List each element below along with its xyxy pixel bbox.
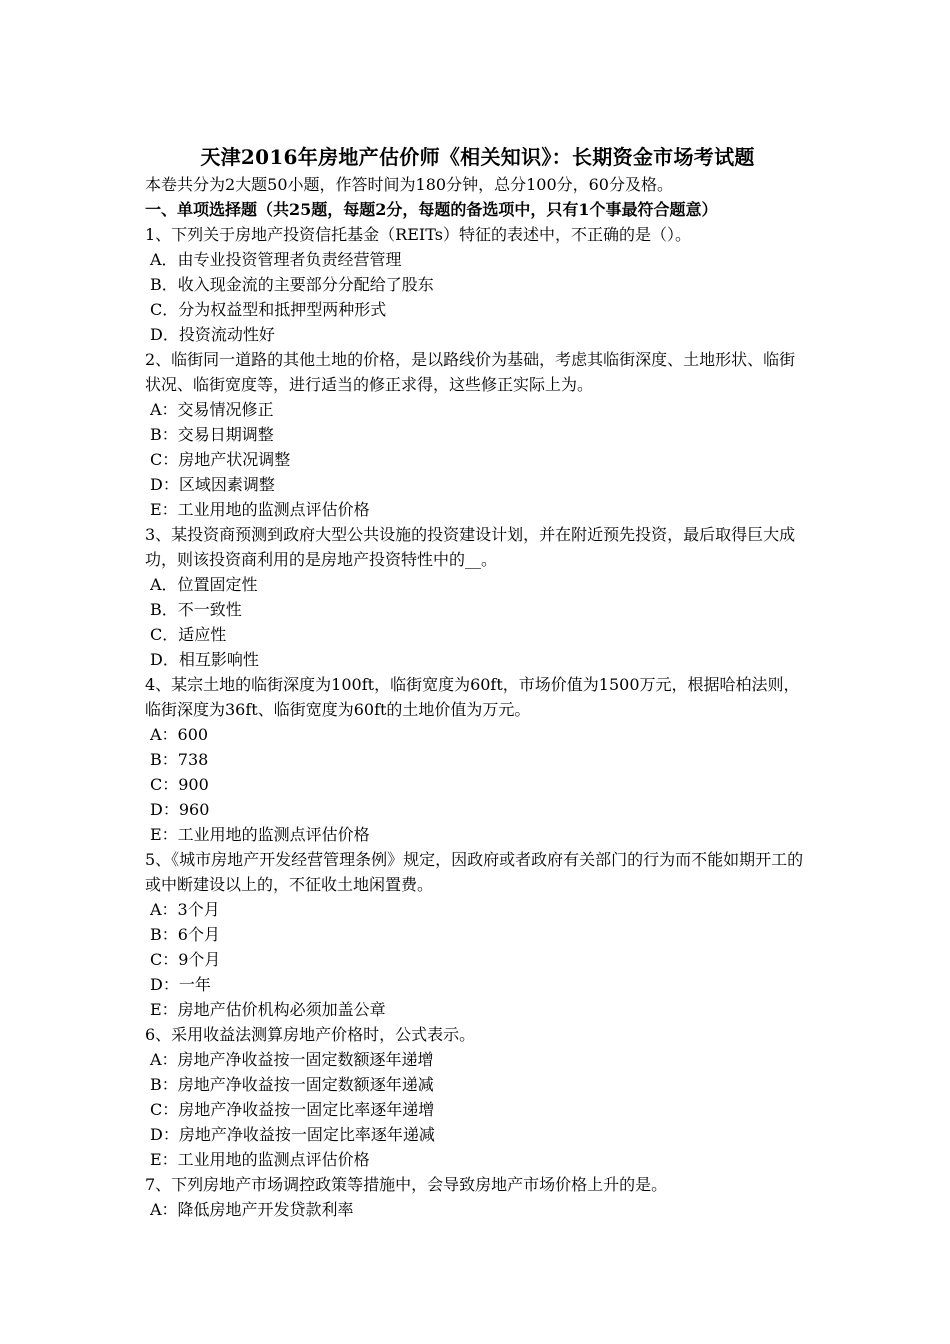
option-b: B：6个月: [150, 925, 220, 944]
option-d: D：房地产净收益按一固定比率逐年递减: [150, 1125, 435, 1144]
option-a: A：房地产净收益按一固定数额逐年递增: [150, 1050, 434, 1069]
question-4: [145, 672, 810, 847]
option-e: E：房地产估价机构必须加盖公章: [150, 1000, 386, 1019]
option-d: D．投资流动性好: [150, 325, 275, 344]
question-2: [145, 347, 810, 522]
question-text: 5、《城市房地产开发经营管理条例》规定，因政府或者政府有关部门的行为而不能如期开工的或中断建设以上的，不征收土地闲置费。: [145, 850, 804, 894]
option-d: D：一年: [150, 975, 211, 994]
option-e: E：工业用地的监测点评估价格: [150, 1150, 370, 1169]
question-text: 6、采用收益法测算房地产价格时，公式表示。: [145, 1025, 476, 1044]
option-c: C：900: [150, 775, 209, 794]
question-text: 7、下列房地产市场调控政策等措施中，会导致房地产市场价格上升的是。: [145, 1175, 668, 1194]
question-7: [145, 1172, 810, 1222]
option-b: B：房地产净收益按一固定数额逐年递减: [150, 1075, 434, 1094]
section-heading: 一、单项选择题（共25题，每题2分，每题的备选项中，只有1个事最符合题意）: [145, 200, 718, 219]
document-content: [145, 142, 810, 1222]
question-5: [145, 847, 810, 1022]
option-c: C：9个月: [150, 950, 221, 969]
question-text: 1、下列关于房地产投资信托基金（REITs）特征的表述中，不正确的是（）。: [145, 225, 691, 244]
option-d: D．相互影响性: [150, 650, 259, 669]
question-6: [145, 1022, 810, 1172]
question-1: [145, 222, 810, 347]
question-text: 2、临街同一道路的其他土地的价格，是以路线价为基础，考虑其临街深度、土地形状、临街状况、临街宽度等，进行适当的修正求得，这些修正实际上为。: [145, 350, 796, 394]
document-title: 天津2016年房地产估价师《相关知识》：长期资金市场考试题: [200, 145, 755, 169]
option-a: A：600: [150, 725, 209, 744]
option-b: B．不一致性: [150, 600, 242, 619]
option-a: A：交易情况修正: [150, 400, 274, 419]
exam-intro: 本卷共分为2大题50小题，作答时间为180分钟，总分100分，60分及格。: [145, 175, 673, 194]
question-text: 4、某宗土地的临街深度为100ft，临街宽度为60ft，市场价值为1500万元，根据哈柏法则，临街深度为36ft、临街宽度为60ft的土地价值为万元。: [145, 675, 800, 719]
question-3: [145, 522, 810, 672]
option-a: A：降低房地产开发贷款利率: [150, 1200, 354, 1219]
option-e: E：工业用地的监测点评估价格: [150, 500, 370, 519]
option-c: C：房地产状况调整: [150, 450, 291, 469]
option-d: D：区域因素调整: [150, 475, 275, 494]
option-c: C：房地产净收益按一固定比率逐年递增: [150, 1100, 435, 1119]
option-a: A：3个月: [150, 900, 220, 919]
option-d: D：960: [150, 800, 210, 819]
option-b: B：738: [150, 750, 209, 769]
option-a: A．位置固定性: [150, 575, 258, 594]
option-a: A．由专业投资管理者负责经营管理: [150, 250, 402, 269]
option-c: C．适应性: [150, 625, 227, 644]
option-b: B：交易日期调整: [150, 425, 274, 444]
option-e: E：工业用地的监测点评估价格: [150, 825, 370, 844]
question-text: 3、某投资商预测到政府大型公共设施的投资建设计划，并在附近预先投资，最后取得巨大成功，则该投资商利用的是房地产投资特性中的__。: [145, 525, 796, 569]
option-c: C．分为权益型和抵押型两种形式: [150, 300, 387, 319]
option-b: B．收入现金流的主要部分分配给了股东: [150, 275, 434, 294]
